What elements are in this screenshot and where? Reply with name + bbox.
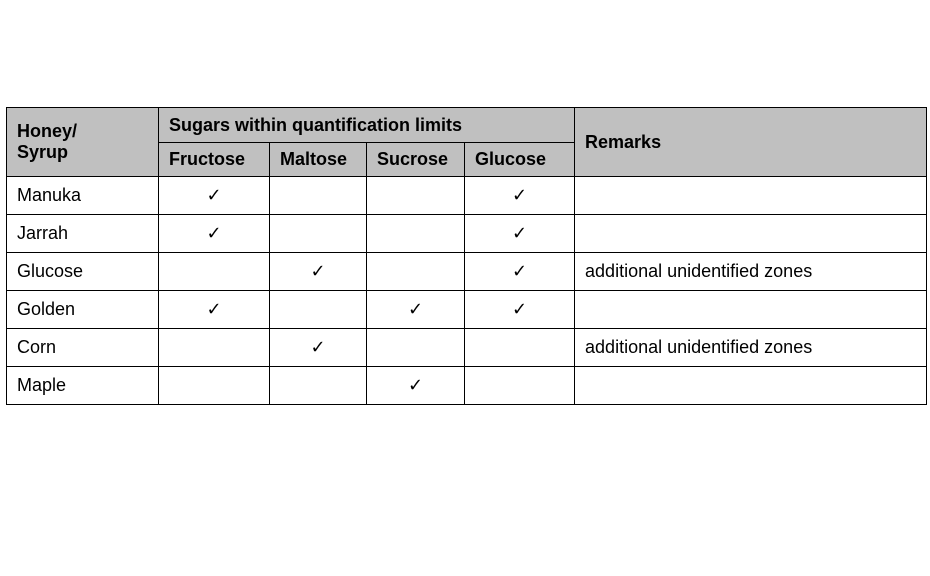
check-mark-icon: ✓: [465, 215, 575, 253]
table-row: [7, 253, 927, 291]
cell-fructose: [159, 253, 270, 291]
header-sucrose: Sucrose: [367, 143, 465, 177]
cell-fructose: [159, 367, 270, 405]
table-row: [7, 177, 927, 215]
check-mark-icon: ✓: [159, 215, 270, 253]
header-honey-syrup: Honey/ Syrup: [7, 108, 159, 177]
header-glucose: Glucose: [465, 143, 575, 177]
cell-glucose: [465, 367, 575, 405]
check-mark-icon: ✓: [159, 177, 270, 215]
row-name: Corn: [7, 329, 159, 367]
cell-sucrose: [367, 215, 465, 253]
header-sugars-group: Sugars within quantification limits: [159, 108, 575, 143]
table-row: [7, 329, 927, 367]
cell-sucrose: [367, 253, 465, 291]
check-mark-icon: ✓: [270, 253, 367, 291]
cell-maltose: [270, 177, 367, 215]
row-name: Manuka: [7, 177, 159, 215]
table-row: [7, 291, 927, 329]
row-remarks: [575, 215, 927, 253]
cell-maltose: [270, 367, 367, 405]
check-mark-icon: ✓: [465, 291, 575, 329]
check-mark-icon: ✓: [159, 291, 270, 329]
cell-maltose: [270, 291, 367, 329]
check-mark-icon: ✓: [367, 367, 465, 405]
row-name: Golden: [7, 291, 159, 329]
row-remarks: additional unidentified zones: [575, 329, 927, 367]
check-mark-icon: ✓: [367, 291, 465, 329]
row-name: Maple: [7, 367, 159, 405]
row-name: Jarrah: [7, 215, 159, 253]
check-mark-icon: ✓: [270, 329, 367, 367]
cell-fructose: [159, 329, 270, 367]
cell-glucose: [465, 329, 575, 367]
row-remarks: [575, 177, 927, 215]
cell-sucrose: [367, 329, 465, 367]
header-remarks: Remarks: [575, 108, 927, 177]
cell-sucrose: [367, 177, 465, 215]
table-row: [7, 215, 927, 253]
header-fructose: Fructose: [159, 143, 270, 177]
row-remarks: [575, 291, 927, 329]
row-remarks: [575, 367, 927, 405]
check-mark-icon: ✓: [465, 177, 575, 215]
check-mark-icon: ✓: [465, 253, 575, 291]
header-maltose: Maltose: [270, 143, 367, 177]
row-remarks: additional unidentified zones: [575, 253, 927, 291]
table-row: [7, 367, 927, 405]
row-name: Glucose: [7, 253, 159, 291]
header-row-1: [7, 108, 927, 143]
sugar-table: [6, 107, 927, 405]
cell-maltose: [270, 215, 367, 253]
